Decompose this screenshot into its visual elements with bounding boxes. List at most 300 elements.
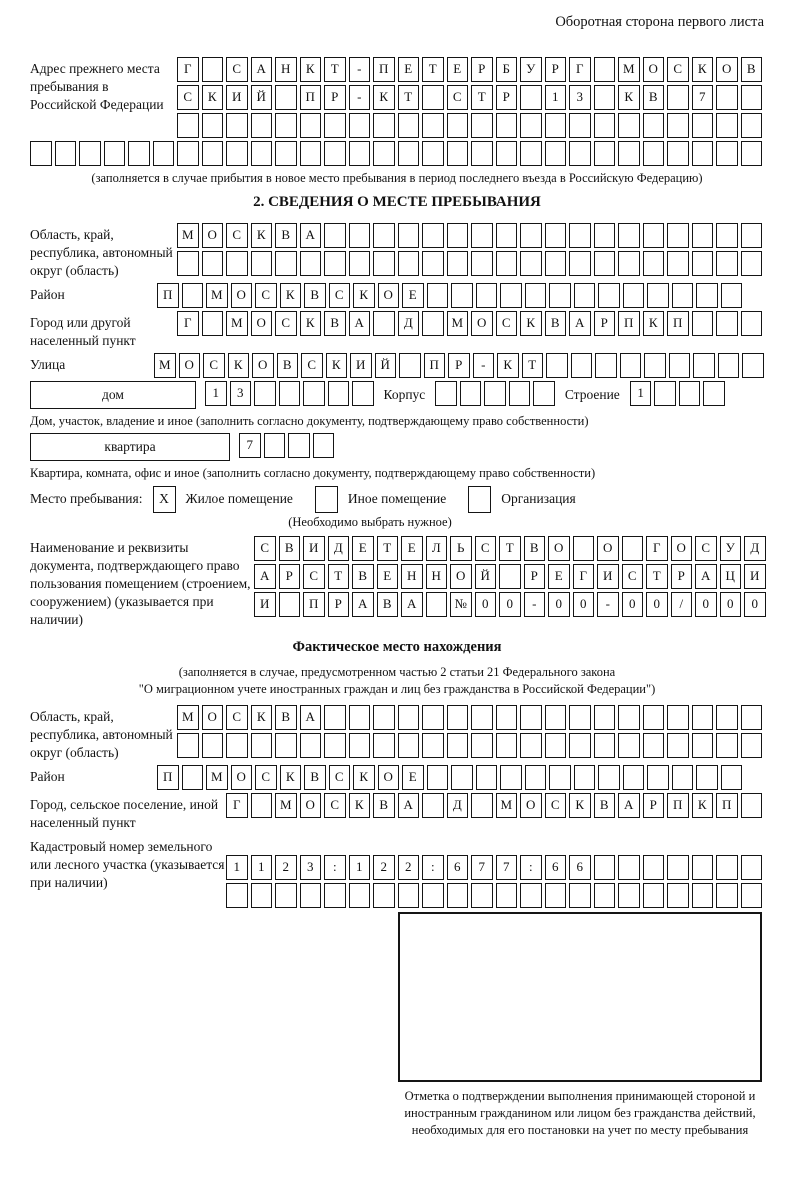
char-cell [549,765,571,790]
char-cell: 1 [226,855,248,880]
cell-row [177,85,762,110]
char-cell [692,223,714,248]
stroenie-label: Строение [564,387,620,402]
char-cell: А [398,793,420,818]
char-cell: Т [377,536,399,561]
char-cell [549,283,571,308]
char-cell: А [352,592,374,617]
char-cell: И [254,592,276,617]
char-cell: № [450,592,472,617]
char-cell [672,283,694,308]
page-header-note: Оборотная сторона первого листа [555,14,764,30]
char-cell: Р [471,57,493,82]
char-cell [692,705,714,730]
char-cell [275,883,297,908]
char-cell [447,223,469,248]
char-cell: А [349,311,371,336]
char-cell [545,141,567,166]
char-cell [182,283,204,308]
char-cell: Н [401,564,423,589]
char-cell [471,733,493,758]
char-cell: М [177,223,199,248]
char-cell [471,705,493,730]
char-cell [373,883,395,908]
doc-label: Наименование и реквизиты документа, подтверждающего право пользования помещением (строением, сооружением) (указывается при наличии) [30,540,251,627]
char-cell: А [251,57,273,82]
char-cell: Д [744,536,766,561]
mesto-label: Место пребывания: [30,491,143,506]
gorod-label: Город или другой населенный пункт [30,315,136,348]
char-cell [202,311,224,336]
char-cell [716,251,738,276]
char-cell [447,251,469,276]
char-cell [569,113,591,138]
checkbox-inoe [315,486,338,513]
oblast-label: Область, край, республика, автономный округ (область) [30,227,173,278]
char-cell [226,251,248,276]
char-cell: Р [643,793,665,818]
char-cell: Т [646,564,668,589]
char-cell: К [251,705,273,730]
char-cell: С [254,536,276,561]
cell-row [226,855,762,880]
char-cell [373,705,395,730]
char-cell: В [304,283,326,308]
char-cell: К [280,765,302,790]
char-cell [741,141,763,166]
char-cell: О [378,765,400,790]
char-cell: К [280,283,302,308]
char-cell: 6 [545,855,567,880]
kvartira-row [30,433,764,461]
char-cell: Р [524,564,546,589]
char-cell: П [716,793,738,818]
prev-address-note: (заполняется в случае прибытия в новое место пребывания в период последнего въезда в Российскую Федерацию) [91,171,703,185]
char-cell [300,141,322,166]
char-cell: В [524,536,546,561]
char-cell [349,733,371,758]
cell-row [226,883,762,908]
char-cell [496,223,518,248]
char-cell [667,85,689,110]
char-cell: П [667,311,689,336]
cell-row [177,311,762,336]
char-cell: П [303,592,325,617]
char-cell [79,141,101,166]
char-cell [647,283,669,308]
char-cell: К [692,793,714,818]
char-cell [451,283,473,308]
char-cell [426,592,448,617]
char-cell [692,311,714,336]
char-cell: 0 [622,592,644,617]
char-cell: В [279,536,301,561]
char-cell: Т [499,536,521,561]
char-cell: Л [426,536,448,561]
char-cell: Ц [720,564,742,589]
char-cell [573,536,595,561]
korpus-label: Корпус [383,387,426,402]
char-cell [182,765,204,790]
char-cell: О [252,353,274,378]
char-cell [618,223,640,248]
char-cell: Й [375,353,397,378]
char-cell [422,883,444,908]
char-cell [716,855,738,880]
char-cell: А [254,564,276,589]
char-cell [533,381,555,406]
char-cell [716,705,738,730]
char-cell [545,251,567,276]
char-cell: Б [496,57,518,82]
char-cell [618,113,640,138]
char-cell [594,141,616,166]
char-cell [741,113,763,138]
rayon-label: Район [30,287,65,302]
char-cell: М [496,793,518,818]
char-cell: / [671,592,693,617]
char-cell [594,113,616,138]
factual-gorod-block [30,793,764,832]
char-cell [594,705,616,730]
char-cell [598,283,620,308]
kvartira-cells [239,433,334,458]
char-cell [471,223,493,248]
char-cell [620,353,642,378]
char-cell [300,113,322,138]
char-cell: С [667,57,689,82]
char-cell: О [643,57,665,82]
char-cell [447,705,469,730]
char-cell: К [353,283,375,308]
char-cell: С [255,283,277,308]
char-cell [422,251,444,276]
char-cell: Р [545,57,567,82]
char-cell: Р [496,85,518,110]
dom-row [30,381,764,409]
char-cell [202,251,224,276]
stamp-caption: Отметка о подтверждении выполнения принимающей стороной и иностранным гражданином или лицом без гражданства действий, необходимых для его постановки на учет по месту пребывания [404,1089,756,1137]
cell-row [157,765,742,790]
char-cell: М [206,283,228,308]
char-cell: Т [324,57,346,82]
char-cell [427,765,449,790]
char-cell: В [304,765,326,790]
char-cell [324,251,346,276]
char-cell [177,141,199,166]
char-cell: Г [573,564,595,589]
char-cell: 1 [205,381,227,406]
char-cell [275,733,297,758]
char-cell [435,381,457,406]
char-cell [571,353,593,378]
char-cell: С [226,705,248,730]
char-cell [693,353,715,378]
char-cell [741,855,763,880]
kvartira-box: квартира [30,433,230,461]
char-cell [569,883,591,908]
char-cell: С [496,311,518,336]
char-cell [741,733,763,758]
char-cell [422,223,444,248]
char-cell [654,381,676,406]
char-cell: Й [251,85,273,110]
char-cell: О [231,765,253,790]
char-cell [500,283,522,308]
char-cell [643,141,665,166]
char-cell: К [300,311,322,336]
char-cell [251,113,273,138]
char-cell: С [275,311,297,336]
factual-oblast-label: Область, край, республика, автономный округ (область) [30,709,173,760]
char-cell: К [497,353,519,378]
char-cell: Р [448,353,470,378]
char-cell: 1 [545,85,567,110]
char-cell [647,765,669,790]
char-cell: Г [646,536,668,561]
char-cell: 0 [646,592,668,617]
char-cell [643,705,665,730]
char-cell: 0 [548,592,570,617]
char-cell: 7 [471,855,493,880]
char-cell: С [329,283,351,308]
char-cell: 6 [447,855,469,880]
char-cell [692,251,714,276]
char-cell [128,141,150,166]
kadastr-block [30,835,764,908]
char-cell [177,113,199,138]
char-cell [741,705,763,730]
char-cell [692,855,714,880]
char-cell [545,883,567,908]
char-cell [696,283,718,308]
char-cell [251,883,273,908]
checkbox-organizaciya [468,486,491,513]
char-cell: В [277,353,299,378]
char-cell [484,381,506,406]
char-cell: А [401,592,423,617]
cell-row [254,592,766,617]
char-cell [667,733,689,758]
char-cell: В [741,57,763,82]
char-cell [153,141,175,166]
char-cell: М [154,353,176,378]
char-cell: В [377,592,399,617]
char-cell [177,733,199,758]
char-cell [202,141,224,166]
char-cell: П [373,57,395,82]
char-cell: В [275,705,297,730]
char-cell: К [373,85,395,110]
ulitsa-label: Улица [30,357,66,372]
char-cell [499,564,521,589]
char-cell [275,113,297,138]
char-cell [313,433,335,458]
char-cell [471,141,493,166]
char-cell [476,765,498,790]
char-cell: Т [471,85,493,110]
char-cell [643,855,665,880]
char-cell [300,251,322,276]
char-cell: Г [226,793,248,818]
cell-row [254,536,766,561]
char-cell: И [597,564,619,589]
char-cell [718,353,740,378]
char-cell [279,381,301,406]
char-cell [716,85,738,110]
oblast-cell-rows [177,223,762,280]
char-cell [667,855,689,880]
char-cell: Д [328,536,350,561]
char-cell [324,705,346,730]
char-cell [447,733,469,758]
section2-title: 2. СВЕДЕНИЯ О МЕСТЕ ПРЕБЫВАНИЯ [253,194,541,210]
char-cell: С [301,353,323,378]
char-cell [594,883,616,908]
dom-cells [205,381,374,406]
cell-row [226,793,762,818]
char-cell [500,765,522,790]
char-cell [703,381,725,406]
char-cell [594,733,616,758]
char-cell [422,733,444,758]
doc-cell-rows [254,536,766,629]
gorod-block [30,311,764,350]
char-cell: С [545,793,567,818]
char-cell: 3 [300,855,322,880]
char-cell [398,251,420,276]
factual-title: Фактическое место нахождения [292,639,502,655]
char-cell [569,705,591,730]
char-cell [594,223,616,248]
char-cell [667,223,689,248]
cell-row [177,705,762,730]
char-cell [545,223,567,248]
char-cell [598,765,620,790]
dom-note: Дом, участок, владение и иное (заполнить согласно документу, подтверждающему право собственности) [30,414,589,428]
char-cell [741,311,763,336]
char-cell [741,883,763,908]
char-cell: К [692,57,714,82]
char-cell: С [226,57,248,82]
char-cell [496,251,518,276]
char-cell: И [226,85,248,110]
char-cell: Е [352,536,374,561]
char-cell [177,251,199,276]
char-cell: О [716,57,738,82]
char-cell: А [695,564,717,589]
char-cell [373,223,395,248]
char-cell [349,883,371,908]
char-cell [398,141,420,166]
char-cell [496,141,518,166]
char-cell [716,311,738,336]
char-cell: О [251,311,273,336]
char-cell: 7 [496,855,518,880]
prev-address-cell-rows [177,57,762,138]
char-cell [352,381,374,406]
char-cell: 2 [398,855,420,880]
char-cell: П [300,85,322,110]
char-cell: И [350,353,372,378]
char-cell: А [569,311,591,336]
char-cell [496,705,518,730]
ulitsa-block [30,353,764,378]
char-cell [716,883,738,908]
char-cell [643,883,665,908]
char-cell: О [202,223,224,248]
char-cell [264,433,286,458]
char-cell [476,283,498,308]
char-cell [202,57,224,82]
char-cell: К [569,793,591,818]
char-cell: О [179,353,201,378]
char-cell: К [326,353,348,378]
char-cell [692,883,714,908]
char-cell: Р [279,564,301,589]
char-cell: : [422,855,444,880]
char-cell: К [251,223,273,248]
char-cell [692,733,714,758]
char-cell: С [303,564,325,589]
char-cell [643,251,665,276]
char-cell: П [424,353,446,378]
char-cell [618,251,640,276]
char-cell: В [594,793,616,818]
char-cell [644,353,666,378]
char-cell: Р [324,85,346,110]
char-cell: 6 [569,855,591,880]
char-cell: Т [522,353,544,378]
char-cell [300,733,322,758]
char-cell [721,283,743,308]
cell-row [254,564,766,589]
char-cell [349,251,371,276]
char-cell [496,113,518,138]
char-cell: О [378,283,400,308]
char-cell [667,113,689,138]
char-cell [202,113,224,138]
char-cell [275,251,297,276]
option-zhiloe-label: Жилое помещение [185,491,293,506]
char-cell: К [349,793,371,818]
char-cell [324,141,346,166]
char-cell [104,141,126,166]
char-cell [349,141,371,166]
char-cell [254,381,276,406]
char-cell [30,141,52,166]
char-cell [643,733,665,758]
char-cell [447,883,469,908]
char-cell [520,733,542,758]
char-cell [226,113,248,138]
option-inoe-label: Иное помещение [347,491,447,506]
char-cell [324,223,346,248]
char-cell [545,113,567,138]
char-cell: 0 [695,592,717,617]
char-cell [460,381,482,406]
char-cell [398,733,420,758]
dom-box: дом [30,381,196,409]
char-cell [373,113,395,138]
char-cell: О [300,793,322,818]
char-cell: С [622,564,644,589]
char-cell: Г [177,311,199,336]
char-cell: 1 [251,855,273,880]
char-cell [288,433,310,458]
char-cell: В [352,564,374,589]
char-cell [520,705,542,730]
